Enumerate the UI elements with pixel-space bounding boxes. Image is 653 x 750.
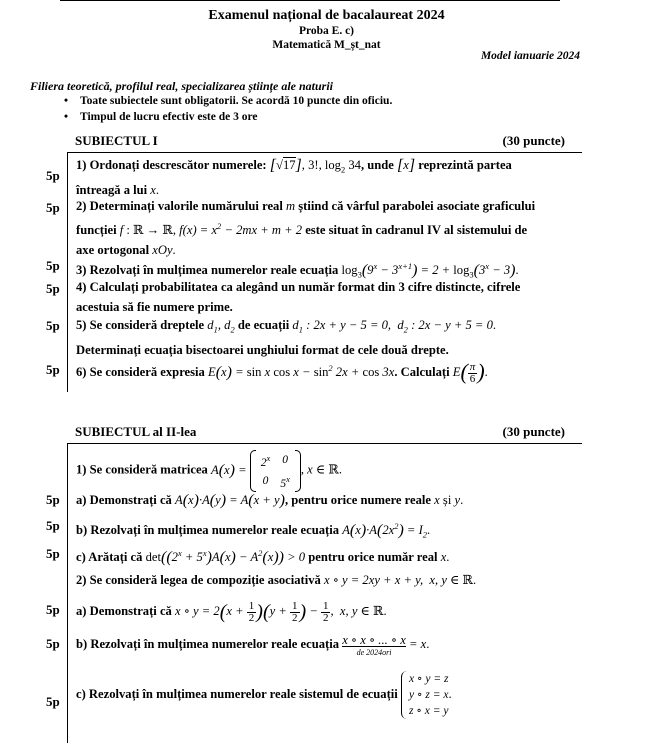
points-s2-1b: 5p — [46, 518, 60, 533]
s1-item-3-text: 3) Rezolvați în mulțimea numerelor reale ecuația — [76, 263, 339, 278]
points-s1-6: 5p — [46, 362, 60, 377]
points-s1-2: 5p — [46, 200, 60, 215]
subiect-2-rule — [67, 443, 582, 444]
s1-item-2: 2) Determinați valorile numărului real m știind că vârful parabolei asociate graficului funcției f : ℝ → ℝ, $f(x) = x^2 - 2mx + m + 2$ este situat în cadranul IV al sistemului de axe ortogonal xOy. — [76, 199, 536, 258]
s2-item-2c-text: c) Rezolvați în mulțimea numerelor reale sistemul de ecuații — [76, 687, 398, 701]
subiect-1-title: SUBIECTUL I — [75, 133, 158, 148]
equation-system: x ∘ y = z y ∘ z = x z ∘ x = y — [401, 671, 449, 719]
s2-item-1a-text: a) Demonstrați că — [76, 493, 172, 507]
points-s2-1a: 5p — [46, 492, 60, 507]
model-label: Model ianuarie 2024 — [480, 50, 580, 62]
underbrace-label: de 2024ori — [356, 648, 392, 657]
s2-item-2c: c) Rezolvați în mulțimea numerelor reale sistemul de ecuații x ∘ y = z y ∘ z = x z ∘ x = y. — [76, 673, 452, 718]
points-s2-2a: 5p — [46, 602, 60, 617]
s1-item-1-post2: reprezintă partea — [418, 158, 512, 172]
s1-item-5-text: 5) Se consideră dreptele — [76, 318, 205, 332]
points-s1-4: 5p — [46, 281, 60, 296]
s2-item-2b: b) Rezolvați în mulțimea numerelor reale ecuația x ∘ x ∘ ... ∘ x de 2024ori = x. — [76, 633, 430, 657]
subiect-1-heading — [75, 133, 565, 149]
subiect-1-points: (30 puncte) — [502, 133, 565, 148]
subiect-2-title: SUBIECTUL al II-lea — [75, 424, 197, 439]
s1-item-2-l3: axe ortogonal — [76, 243, 150, 258]
s2-item-1b-text: b) Rezolvați în mulțimea numerelor reale ecuația — [76, 523, 340, 538]
s2-item-1c: c) Arătați că $\det((2^x + 5^x)A(x) - A^2(x)) > 0$ pentru orice număr real x. — [76, 548, 450, 567]
bullet-2-text: Timpul de lucru efectiv este de 3 ore — [80, 111, 258, 123]
s2-item-1c-post: pentru orice număr real — [308, 550, 438, 565]
s1-item-1: 1) Ordonați descrescător numerele: [√17], 3!, $\log_2 34$, unde [x] reprezintă partea întreagă a lui x. — [76, 157, 512, 197]
bullet-2: • Timpul de lucru efectiv este de 3 ore — [64, 111, 258, 123]
s1-item-2-text: 2) Determinați valorile numărului real — [76, 199, 283, 213]
top-rule — [60, 0, 560, 1]
s2-item-1b: b) Rezolvați în mulțimea numerelor reale ecuația $A(x)\cdot A(2x^2) = I_2$. — [76, 521, 431, 540]
s1-item-6: 6) Se consideră expresia E(x) = sin x $\cos x - \sin^2 2x + \cos 3x$. Calculați E( $\frac{\pi}{6}$ ). — [76, 359, 488, 385]
matrix-A: 2$^x$ 0 0 5$^x$ — [250, 450, 301, 492]
subiect-2-points: (30 puncte) — [502, 424, 565, 439]
s2-item-1-text: 1) Se consideră matricea — [76, 462, 208, 477]
points-s1-1: 5p — [46, 168, 60, 183]
s1-item-5-mid: de ecuații — [237, 318, 290, 332]
underbrace-expression: x ∘ x ∘ ... ∘ x de 2024ori — [342, 633, 406, 657]
subiect-1-rule — [67, 152, 582, 153]
points-s2-2c: 5p — [46, 694, 60, 709]
s2-item-2b-text: b) Rezolvați în mulțimea numerelor reale ecuația — [76, 637, 340, 651]
s1-item-1-text: 1) Ordonați descrescător numerele: — [76, 158, 267, 172]
s2-item-2a: a) Demonstrați că x ∘ y = 2(x + $\frac{1}{2}$ )(y + $\frac{1}{2}$ ) − $\frac{1}{2}$ , x, y ∈ ℝ. — [76, 599, 387, 624]
filiera-text: Filiera teoretică, profilul real, specializarea științe ale naturii — [30, 79, 333, 93]
s1-item-6-mid: . Calculați — [394, 365, 450, 380]
s1-item-2-mid: știind că vârful parabolei asociate graficului — [298, 199, 536, 213]
subiect-2-heading — [75, 424, 565, 440]
points-s1-3: 5p — [46, 258, 60, 273]
s1-item-4-text: 4) Calculați probabilitatea ca alegând un număr format din 3 cifre distincte, cifrele — [76, 280, 521, 294]
points-s1-5: 5p — [46, 318, 60, 333]
exam-title: Examenul național de bacalaureat 2024 — [208, 8, 445, 23]
s1-item-5: 5) Se consideră dreptele $d_1$, $d_2$ de ecuații $d_1$ : 2x + y − 5 = 0, $d_2$ : 2x − y + 5 = 0. Determinați ecuația bisectoarei unghiului format de cele două drepte. — [76, 318, 497, 357]
s1-item-6-text: 6) Se consideră expresia — [76, 365, 205, 380]
points-s2-2b: 5p — [46, 636, 60, 651]
s1-item-1-post: , unde — [360, 158, 394, 172]
s1-item-4 — [76, 277, 582, 317]
s1-item-3: 3) Rezolvați în mulțimea numerelor reale ecuația $\log_3(9^x - 3^{x+1}) = 2 + \log_3(3^x - 3)$. — [76, 261, 519, 280]
bullet-1-text: Toate subiectele sunt obligatorii. Se acordă 10 puncte din oficiu. — [80, 95, 393, 107]
s2-item-2a-text: a) Demonstrați că — [76, 604, 172, 618]
s2-item-1c-text: c) Arătați că — [76, 550, 143, 565]
s2-item-1a: a) Demonstrați că A(x)·A(y) = A(x + y), pentru orice numere reale x și y. — [76, 492, 464, 509]
s1-item-5-cont: Determinați ecuația bisectoarei unghiului format de cele două drepte. — [76, 342, 449, 357]
s1-item-2-l2a: funcției — [76, 223, 117, 238]
s1-item-4-cont: acestuia să fie numere prime. — [76, 300, 233, 314]
s1-item-1-cont: întreagă a lui — [76, 182, 148, 197]
exam-materia: Matematică M_șt_nat — [272, 39, 381, 51]
s2-item-2: 2) Se consideră legea de compoziție asociativă x ∘ y = 2xy + x + y, x, y ∈ ℝ. — [76, 573, 477, 587]
bullet-1: • Toate subiectele sunt obligatorii. Se acordă 10 puncte din oficiu. — [64, 95, 393, 107]
points-s2-1c: 5p — [46, 546, 60, 561]
s2-item-1: 1) Se consideră matricea A(x) = 2$^x$ 0 0 5$^x$ , x ∈ ℝ. — [76, 450, 582, 492]
s1-item-2-l2b: este situat în cadranul IV al sistemului de — [305, 223, 528, 238]
s2-item-1a-post: , pentru orice numere reale — [284, 493, 432, 507]
s2-item-2-text: 2) Se consideră legea de compoziție asociativă — [76, 573, 321, 587]
exam-proba: Proba E. c) — [298, 25, 355, 37]
